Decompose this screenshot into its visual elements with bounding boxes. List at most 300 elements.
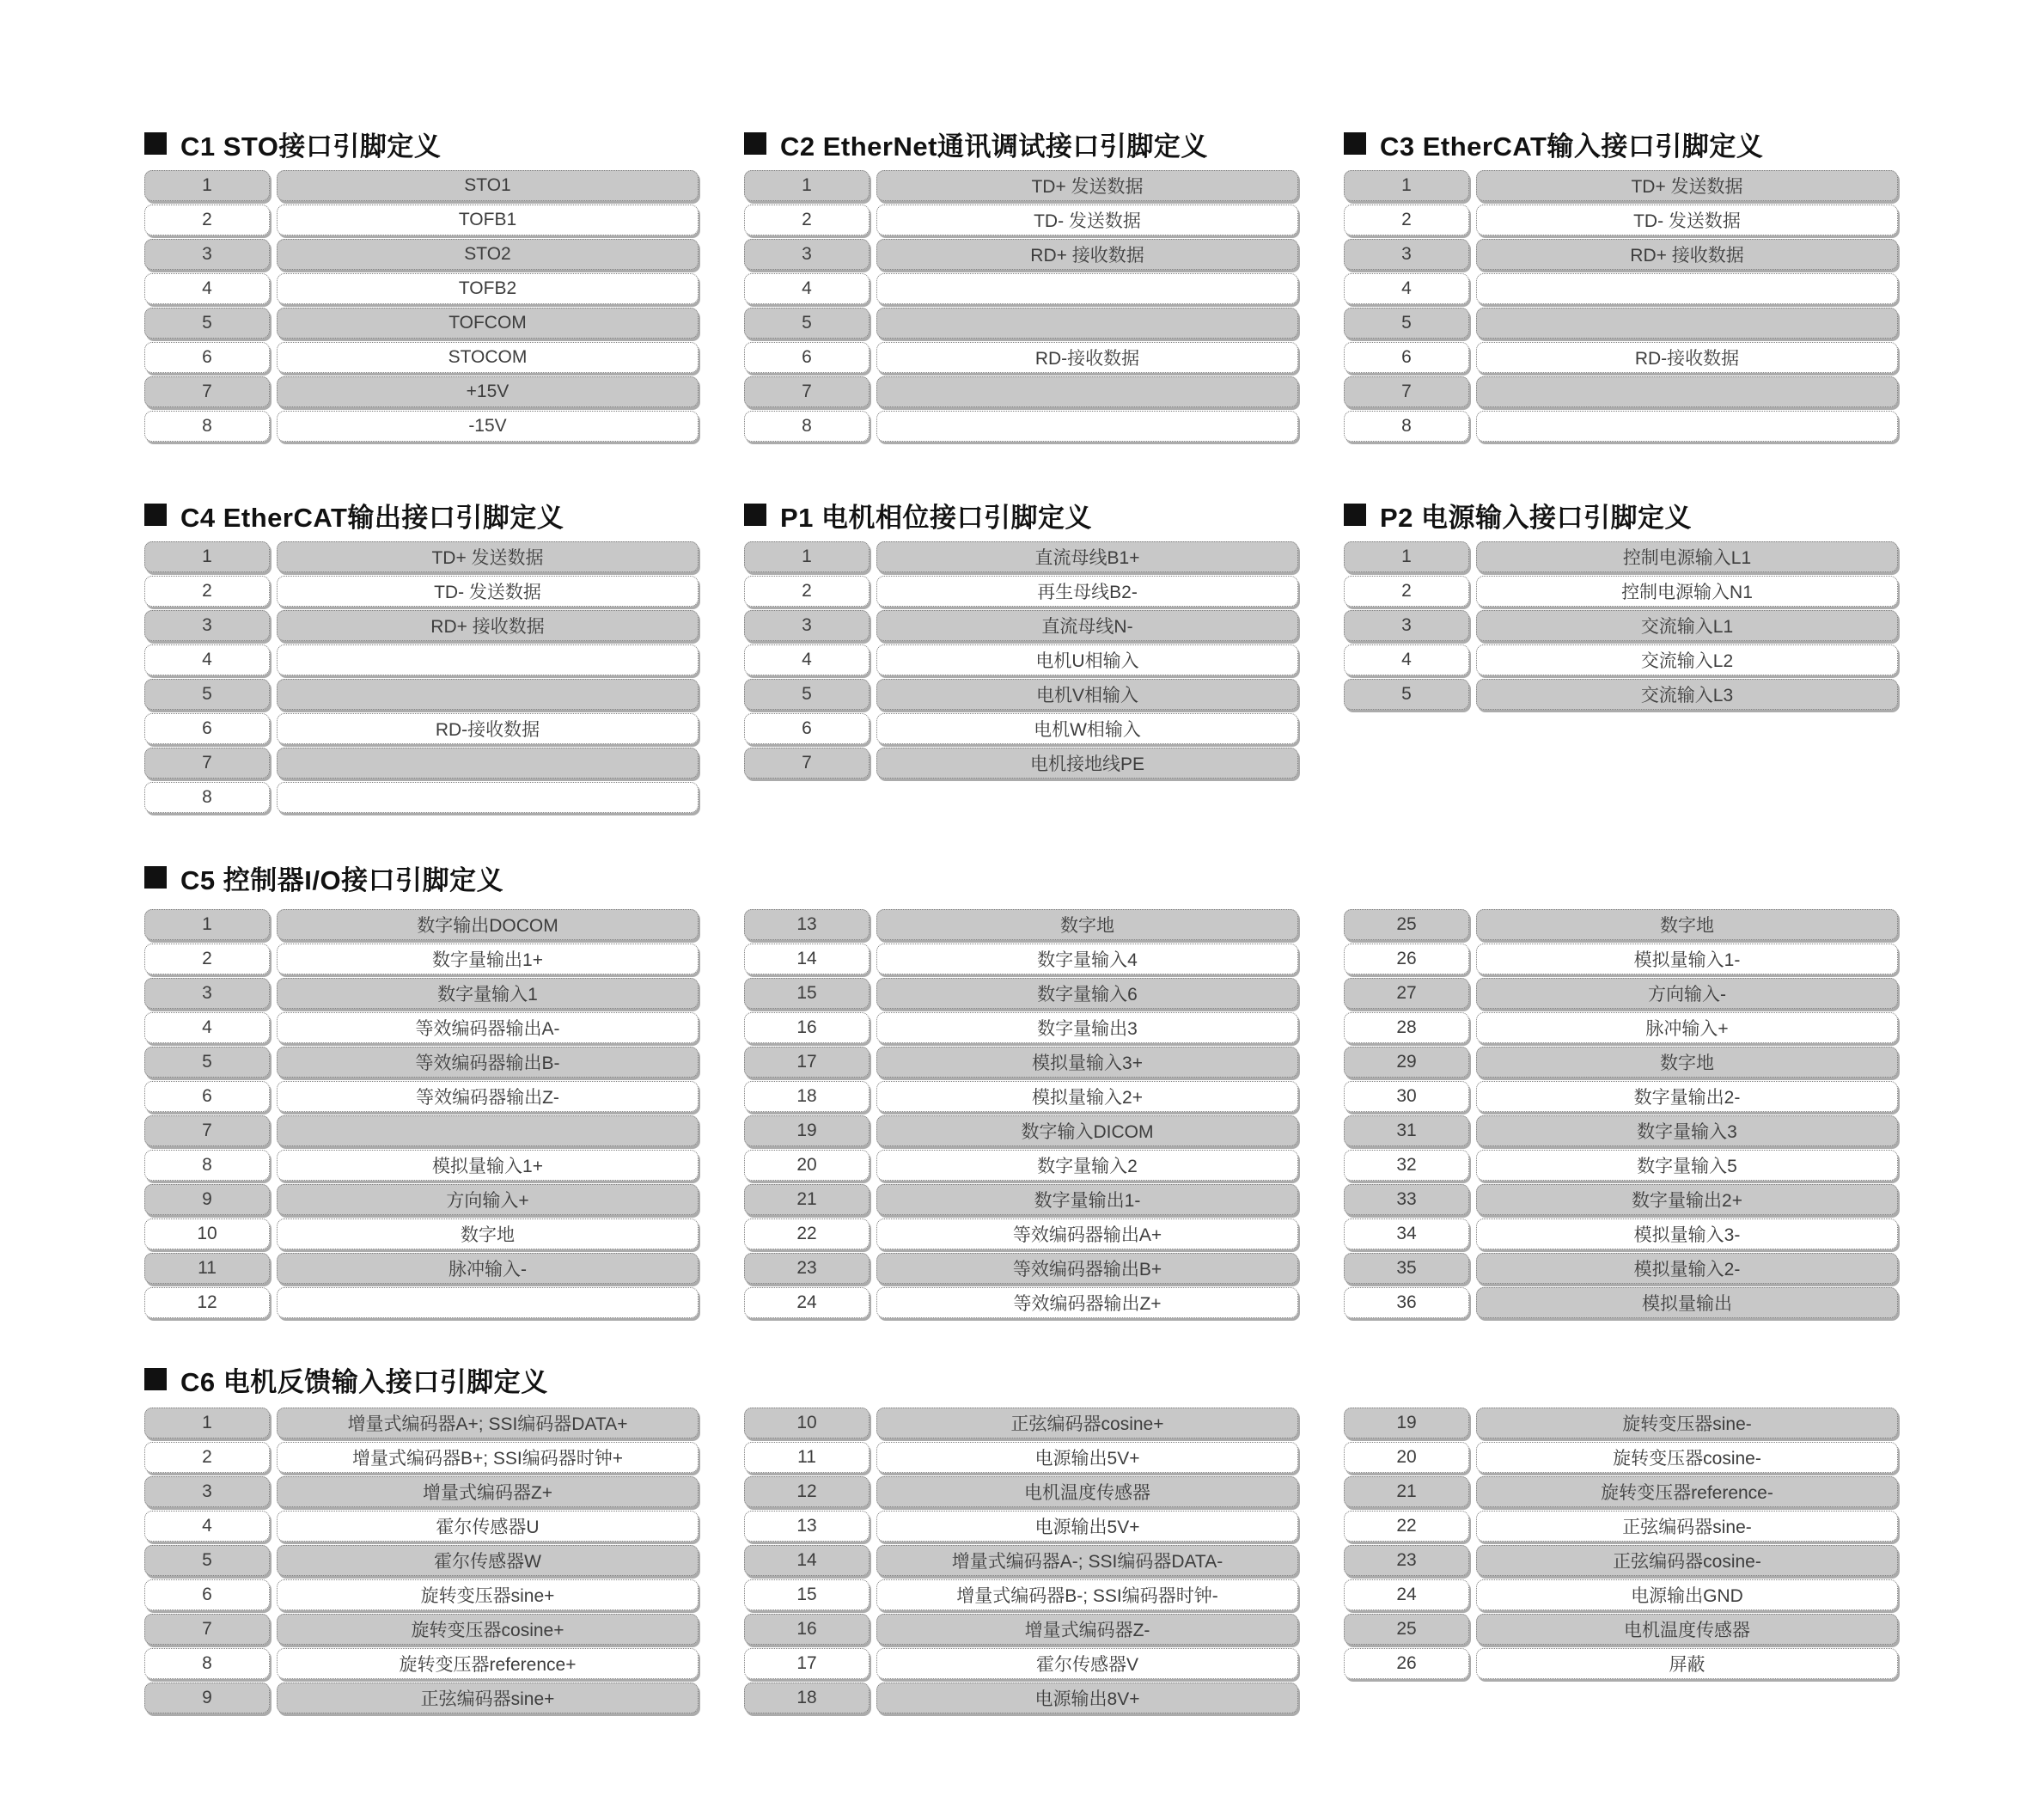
section-bullet-icon bbox=[144, 504, 167, 526]
pin-number-cell: 4 bbox=[744, 644, 870, 675]
pin-number-cell: 25 bbox=[1344, 909, 1469, 940]
pin-number-cell: 8 bbox=[144, 1648, 270, 1679]
pin-row bbox=[144, 644, 699, 675]
pin-number-cell: 20 bbox=[1344, 1442, 1469, 1473]
pin-number-cell: 4 bbox=[144, 1511, 270, 1542]
pin-desc-cell: TOFCOM bbox=[277, 308, 699, 339]
section-title-text: C1 STO接口引脚定义 bbox=[180, 131, 442, 162]
pin-row bbox=[144, 1545, 699, 1576]
pin-desc-cell: 正弦编码器cosine+ bbox=[876, 1408, 1298, 1438]
pin-number-cell: 2 bbox=[144, 944, 270, 974]
pin-row bbox=[744, 610, 1298, 641]
pin-row bbox=[744, 1287, 1298, 1318]
pin-row bbox=[744, 308, 1298, 339]
pin-desc-cell: 电源输出5V+ bbox=[876, 1442, 1298, 1473]
pin-desc-cell: 数字地 bbox=[1476, 909, 1898, 940]
pin-number-cell: 7 bbox=[144, 1614, 270, 1645]
pin-number-cell: 2 bbox=[144, 576, 270, 607]
pin-row bbox=[744, 1115, 1298, 1146]
pin-desc-cell: RD-接收数据 bbox=[277, 713, 699, 744]
pin-desc-cell: TD- 发送数据 bbox=[876, 205, 1298, 235]
pin-number-cell: 5 bbox=[144, 1545, 270, 1576]
pin-number-cell: 7 bbox=[1344, 376, 1469, 407]
pin-desc-cell: 数字输出DOCOM bbox=[277, 909, 699, 940]
pin-number-cell: 1 bbox=[144, 1408, 270, 1438]
section-bullet-icon bbox=[744, 132, 766, 155]
pin-desc-cell: 方向输入- bbox=[1476, 978, 1898, 1009]
pin-row bbox=[744, 1511, 1298, 1542]
pin-desc-cell: 等效编码器输出Z+ bbox=[876, 1287, 1298, 1318]
section-title-c4 bbox=[144, 500, 564, 533]
pin-number-cell: 35 bbox=[1344, 1253, 1469, 1284]
pin-number-cell: 8 bbox=[144, 1150, 270, 1181]
pin-number-cell: 6 bbox=[144, 713, 270, 744]
pin-row bbox=[744, 644, 1298, 675]
section-bullet-icon bbox=[1344, 132, 1366, 155]
pin-desc-cell: 旋转变压器sine+ bbox=[277, 1579, 699, 1610]
pin-row bbox=[744, 342, 1298, 373]
pin-desc-cell bbox=[876, 376, 1298, 407]
pin-desc-cell: 旋转变压器cosine+ bbox=[277, 1614, 699, 1645]
pin-row bbox=[1344, 170, 1898, 201]
pin-number-cell: 14 bbox=[744, 1545, 870, 1576]
pin-desc-cell: 数字地 bbox=[277, 1218, 699, 1249]
pin-table-c6-col2 bbox=[744, 1408, 1298, 1717]
pin-row bbox=[1344, 679, 1898, 710]
pin-number-cell: 6 bbox=[144, 1579, 270, 1610]
pin-number-cell: 26 bbox=[1344, 1648, 1469, 1679]
pin-number-cell: 15 bbox=[744, 978, 870, 1009]
pin-desc-cell: 数字量输入4 bbox=[876, 944, 1298, 974]
pin-row bbox=[144, 909, 699, 940]
pin-desc-cell: 屏蔽 bbox=[1476, 1648, 1898, 1679]
pin-number-cell: 2 bbox=[144, 205, 270, 235]
pin-desc-cell: TD+ 发送数据 bbox=[277, 541, 699, 572]
pin-number-cell: 5 bbox=[744, 308, 870, 339]
pin-number-cell: 1 bbox=[144, 909, 270, 940]
pin-desc-cell: 旋转变压器sine- bbox=[1476, 1408, 1898, 1438]
section-title-text: C3 EtherCAT输入接口引脚定义 bbox=[1380, 131, 1764, 162]
section-title-c5 bbox=[144, 863, 504, 895]
section-bullet-icon bbox=[144, 866, 167, 889]
section-title-text: C4 EtherCAT输出接口引脚定义 bbox=[180, 502, 564, 533]
pin-desc-cell: 正弦编码器cosine- bbox=[1476, 1545, 1898, 1576]
section-title-text: C6 电机反馈输入接口引脚定义 bbox=[180, 1366, 548, 1397]
pin-row bbox=[144, 679, 699, 710]
pin-desc-cell: 模拟量输入3- bbox=[1476, 1218, 1898, 1249]
pin-desc-cell bbox=[277, 679, 699, 710]
pin-row bbox=[144, 610, 699, 641]
pin-row bbox=[144, 376, 699, 407]
pin-table-c5-col3 bbox=[1344, 909, 1898, 1322]
pin-number-cell: 8 bbox=[744, 411, 870, 442]
pin-number-cell: 4 bbox=[144, 273, 270, 304]
pin-row bbox=[744, 944, 1298, 974]
pin-desc-cell: 增量式编码器Z+ bbox=[277, 1476, 699, 1507]
pin-number-cell: 3 bbox=[144, 978, 270, 1009]
pin-desc-cell: 电机温度传感器 bbox=[1476, 1614, 1898, 1645]
pin-row bbox=[744, 1253, 1298, 1284]
pin-desc-cell: 霍尔传感器W bbox=[277, 1545, 699, 1576]
pin-desc-cell: RD+ 接收数据 bbox=[1476, 239, 1898, 270]
pin-row bbox=[1344, 1218, 1898, 1249]
pin-desc-cell: 数字地 bbox=[1476, 1047, 1898, 1078]
pin-table-c2 bbox=[744, 170, 1298, 445]
pin-row bbox=[1344, 411, 1898, 442]
pin-desc-cell: 脉冲输入+ bbox=[1476, 1012, 1898, 1043]
section-title-text: C5 控制器I/O接口引脚定义 bbox=[180, 864, 504, 895]
pin-row bbox=[144, 1511, 699, 1542]
pin-row bbox=[144, 1047, 699, 1078]
pin-number-cell: 19 bbox=[744, 1115, 870, 1146]
section-bullet-icon bbox=[744, 504, 766, 526]
pin-desc-cell: 数字量输出2- bbox=[1476, 1081, 1898, 1112]
pin-row bbox=[1344, 1648, 1898, 1679]
pin-desc-cell: 数字量输入2 bbox=[876, 1150, 1298, 1181]
pin-row bbox=[144, 782, 699, 813]
pin-table-p1 bbox=[744, 541, 1298, 782]
pin-row bbox=[144, 1408, 699, 1438]
pin-number-cell: 6 bbox=[1344, 342, 1469, 373]
pin-number-cell: 1 bbox=[1344, 541, 1469, 572]
pin-row bbox=[1344, 978, 1898, 1009]
pin-row bbox=[744, 1408, 1298, 1438]
pin-number-cell: 3 bbox=[144, 610, 270, 641]
pin-row bbox=[144, 1184, 699, 1215]
pin-number-cell: 11 bbox=[744, 1442, 870, 1473]
pin-number-cell: 5 bbox=[144, 308, 270, 339]
pin-number-cell: 30 bbox=[1344, 1081, 1469, 1112]
pin-desc-cell: RD-接收数据 bbox=[1476, 342, 1898, 373]
pin-desc-cell: 数字量输出3 bbox=[876, 1012, 1298, 1043]
pin-row bbox=[1344, 1545, 1898, 1576]
pin-desc-cell: 电机温度传感器 bbox=[876, 1476, 1298, 1507]
pin-number-cell: 20 bbox=[744, 1150, 870, 1181]
pin-desc-cell: -15V bbox=[277, 411, 699, 442]
pin-number-cell: 8 bbox=[144, 411, 270, 442]
pin-number-cell: 4 bbox=[744, 273, 870, 304]
pin-number-cell: 5 bbox=[144, 679, 270, 710]
pin-desc-cell: 等效编码器输出A- bbox=[277, 1012, 699, 1043]
pin-desc-cell: 等效编码器输出A+ bbox=[876, 1218, 1298, 1249]
pin-desc-cell: 电机V相输入 bbox=[876, 679, 1298, 710]
pin-number-cell: 27 bbox=[1344, 978, 1469, 1009]
pin-row bbox=[144, 205, 699, 235]
pin-row bbox=[744, 576, 1298, 607]
pin-row bbox=[1344, 1150, 1898, 1181]
pin-row bbox=[144, 1081, 699, 1112]
pin-desc-cell: 方向输入+ bbox=[277, 1184, 699, 1215]
pin-number-cell: 29 bbox=[1344, 1047, 1469, 1078]
pin-number-cell: 18 bbox=[744, 1683, 870, 1713]
pin-row bbox=[744, 170, 1298, 201]
pin-row bbox=[1344, 273, 1898, 304]
pin-number-cell: 16 bbox=[744, 1012, 870, 1043]
pin-desc-cell bbox=[277, 748, 699, 779]
pin-number-cell: 12 bbox=[144, 1287, 270, 1318]
pin-row bbox=[1344, 342, 1898, 373]
pin-number-cell: 6 bbox=[744, 713, 870, 744]
pin-number-cell: 21 bbox=[1344, 1476, 1469, 1507]
pin-row bbox=[744, 1184, 1298, 1215]
pin-row bbox=[744, 1683, 1298, 1713]
pin-number-cell: 15 bbox=[744, 1579, 870, 1610]
pin-desc-cell: TOFB1 bbox=[277, 205, 699, 235]
pin-desc-cell: 直流母线B1+ bbox=[876, 541, 1298, 572]
pin-number-cell: 3 bbox=[144, 239, 270, 270]
pin-row bbox=[1344, 644, 1898, 675]
pin-number-cell: 10 bbox=[144, 1218, 270, 1249]
pin-number-cell: 3 bbox=[744, 239, 870, 270]
pin-number-cell: 33 bbox=[1344, 1184, 1469, 1215]
pin-desc-cell bbox=[876, 308, 1298, 339]
pin-table-c6-col3 bbox=[1344, 1408, 1898, 1683]
pin-number-cell: 32 bbox=[1344, 1150, 1469, 1181]
pin-row bbox=[1344, 1579, 1898, 1610]
pin-desc-cell: 脉冲输入- bbox=[277, 1253, 699, 1284]
pin-table-c4 bbox=[144, 541, 699, 816]
pin-number-cell: 24 bbox=[744, 1287, 870, 1318]
pin-desc-cell: 增量式编码器B-; SSI编码器时钟- bbox=[876, 1579, 1298, 1610]
pin-number-cell: 7 bbox=[144, 1115, 270, 1146]
pin-desc-cell: 霍尔传感器V bbox=[876, 1648, 1298, 1679]
pin-number-cell: 4 bbox=[144, 1012, 270, 1043]
pin-desc-cell: 增量式编码器A-; SSI编码器DATA- bbox=[876, 1545, 1298, 1576]
pin-number-cell: 1 bbox=[144, 170, 270, 201]
pin-row bbox=[144, 944, 699, 974]
pin-number-cell: 23 bbox=[1344, 1545, 1469, 1576]
pin-number-cell: 3 bbox=[744, 610, 870, 641]
pin-row bbox=[744, 1579, 1298, 1610]
section-title-c6 bbox=[144, 1365, 548, 1397]
pin-desc-cell: 增量式编码器Z- bbox=[876, 1614, 1298, 1645]
pin-number-cell: 2 bbox=[744, 576, 870, 607]
pin-number-cell: 1 bbox=[744, 541, 870, 572]
pin-desc-cell bbox=[277, 644, 699, 675]
pin-number-cell: 1 bbox=[744, 170, 870, 201]
section-bullet-icon bbox=[144, 1368, 167, 1390]
pin-desc-cell: +15V bbox=[277, 376, 699, 407]
pin-row bbox=[744, 679, 1298, 710]
pin-row bbox=[1344, 541, 1898, 572]
pin-desc-cell: 等效编码器输出Z- bbox=[277, 1081, 699, 1112]
pin-row bbox=[144, 1442, 699, 1473]
pin-desc-cell bbox=[876, 411, 1298, 442]
pin-row bbox=[744, 1545, 1298, 1576]
pin-number-cell: 31 bbox=[1344, 1115, 1469, 1146]
pin-number-cell: 36 bbox=[1344, 1287, 1469, 1318]
pin-number-cell: 23 bbox=[744, 1253, 870, 1284]
pin-row bbox=[744, 1476, 1298, 1507]
section-title-text: C2 EtherNet通讯调试接口引脚定义 bbox=[780, 131, 1208, 162]
pin-desc-cell: 控制电源输入N1 bbox=[1476, 576, 1898, 607]
pin-desc-cell: 数字量输出2+ bbox=[1476, 1184, 1898, 1215]
pin-row bbox=[1344, 1287, 1898, 1318]
pin-number-cell: 1 bbox=[1344, 170, 1469, 201]
pin-row bbox=[744, 273, 1298, 304]
section-bullet-icon bbox=[1344, 504, 1366, 526]
pin-row bbox=[144, 308, 699, 339]
pin-row bbox=[144, 411, 699, 442]
pin-number-cell: 26 bbox=[1344, 944, 1469, 974]
pin-desc-cell: 等效编码器输出B- bbox=[277, 1047, 699, 1078]
pin-number-cell: 2 bbox=[744, 205, 870, 235]
pin-number-cell: 5 bbox=[144, 1047, 270, 1078]
pin-number-cell: 6 bbox=[744, 342, 870, 373]
section-title-text: P2 电源输入接口引脚定义 bbox=[1380, 502, 1693, 533]
pin-row bbox=[144, 978, 699, 1009]
pin-desc-cell: 数字量输入5 bbox=[1476, 1150, 1898, 1181]
pin-number-cell: 21 bbox=[744, 1184, 870, 1215]
pin-row bbox=[144, 1579, 699, 1610]
pin-desc-cell bbox=[1476, 308, 1898, 339]
pin-number-cell: 9 bbox=[144, 1683, 270, 1713]
pin-number-cell: 8 bbox=[144, 782, 270, 813]
pin-row bbox=[144, 1253, 699, 1284]
pin-row bbox=[744, 713, 1298, 744]
pin-desc-cell: TOFB2 bbox=[277, 273, 699, 304]
pin-row bbox=[744, 1150, 1298, 1181]
pin-row bbox=[744, 541, 1298, 572]
pin-table-c5-col1 bbox=[144, 909, 699, 1322]
pin-desc-cell: 旋转变压器cosine- bbox=[1476, 1442, 1898, 1473]
pin-row bbox=[144, 1218, 699, 1249]
pin-number-cell: 22 bbox=[744, 1218, 870, 1249]
pin-number-cell: 18 bbox=[744, 1081, 870, 1112]
pin-number-cell: 3 bbox=[1344, 610, 1469, 641]
section-title-c1 bbox=[144, 129, 442, 162]
section-title-c2 bbox=[744, 129, 1208, 162]
pin-row bbox=[144, 273, 699, 304]
pin-row bbox=[744, 1218, 1298, 1249]
pin-desc-cell: 模拟量输出 bbox=[1476, 1287, 1898, 1318]
pin-number-cell: 6 bbox=[144, 1081, 270, 1112]
pin-row bbox=[1344, 239, 1898, 270]
pin-desc-cell bbox=[1476, 376, 1898, 407]
pin-table-c3 bbox=[1344, 170, 1898, 445]
pin-number-cell: 9 bbox=[144, 1184, 270, 1215]
pin-row bbox=[1344, 1184, 1898, 1215]
pin-row bbox=[144, 1150, 699, 1181]
pin-row bbox=[144, 1012, 699, 1043]
pin-desc-cell bbox=[277, 782, 699, 813]
pin-desc-cell: 交流输入L1 bbox=[1476, 610, 1898, 641]
pin-row bbox=[1344, 1511, 1898, 1542]
pin-number-cell: 28 bbox=[1344, 1012, 1469, 1043]
pin-desc-cell: 模拟量输入2- bbox=[1476, 1253, 1898, 1284]
pin-row bbox=[144, 170, 699, 201]
pin-row bbox=[1344, 1614, 1898, 1645]
pin-row bbox=[144, 1648, 699, 1679]
pin-desc-cell: 模拟量输入2+ bbox=[876, 1081, 1298, 1112]
pin-desc-cell: RD+ 接收数据 bbox=[876, 239, 1298, 270]
pin-number-cell: 17 bbox=[744, 1648, 870, 1679]
pin-desc-cell: TD- 发送数据 bbox=[277, 576, 699, 607]
pin-number-cell: 7 bbox=[144, 376, 270, 407]
pin-number-cell: 7 bbox=[744, 748, 870, 779]
pin-row bbox=[1344, 610, 1898, 641]
pin-desc-cell: TD+ 发送数据 bbox=[876, 170, 1298, 201]
pin-desc-cell: 数字量输入3 bbox=[1476, 1115, 1898, 1146]
pin-desc-cell: 直流母线N- bbox=[876, 610, 1298, 641]
pin-row bbox=[1344, 1081, 1898, 1112]
pin-row bbox=[744, 1081, 1298, 1112]
pin-number-cell: 24 bbox=[1344, 1579, 1469, 1610]
pin-desc-cell bbox=[1476, 273, 1898, 304]
pin-desc-cell: 电源输出5V+ bbox=[876, 1511, 1298, 1542]
pin-row bbox=[144, 342, 699, 373]
pin-row bbox=[744, 239, 1298, 270]
pin-row bbox=[744, 978, 1298, 1009]
pin-desc-cell: 电源输出GND bbox=[1476, 1579, 1898, 1610]
section-title-text: P1 电机相位接口引脚定义 bbox=[780, 502, 1093, 533]
pin-desc-cell: 电机W相输入 bbox=[876, 713, 1298, 744]
pin-table-c5-col2 bbox=[744, 909, 1298, 1322]
pin-number-cell: 14 bbox=[744, 944, 870, 974]
pin-row bbox=[744, 376, 1298, 407]
pin-desc-cell bbox=[277, 1287, 699, 1318]
pin-row bbox=[1344, 308, 1898, 339]
pin-number-cell: 5 bbox=[1344, 308, 1469, 339]
pin-desc-cell: 电机U相输入 bbox=[876, 644, 1298, 675]
pin-row bbox=[144, 1683, 699, 1713]
pin-number-cell: 4 bbox=[1344, 644, 1469, 675]
pin-row bbox=[744, 1442, 1298, 1473]
pin-number-cell: 3 bbox=[144, 1476, 270, 1507]
pin-number-cell: 2 bbox=[144, 1442, 270, 1473]
pin-row bbox=[1344, 376, 1898, 407]
pin-number-cell: 17 bbox=[744, 1047, 870, 1078]
pin-number-cell: 25 bbox=[1344, 1614, 1469, 1645]
pin-number-cell: 11 bbox=[144, 1253, 270, 1284]
pin-row bbox=[144, 1287, 699, 1318]
pin-row bbox=[1344, 576, 1898, 607]
pin-row bbox=[744, 909, 1298, 940]
pin-number-cell: 3 bbox=[1344, 239, 1469, 270]
pin-number-cell: 4 bbox=[1344, 273, 1469, 304]
pin-row bbox=[1344, 1115, 1898, 1146]
pin-table-c6-col1 bbox=[144, 1408, 699, 1717]
pin-row bbox=[1344, 1047, 1898, 1078]
pin-desc-cell: 数字量输出1- bbox=[876, 1184, 1298, 1215]
pin-row bbox=[744, 411, 1298, 442]
pin-number-cell: 5 bbox=[1344, 679, 1469, 710]
pin-desc-cell: 数字输入DICOM bbox=[876, 1115, 1298, 1146]
pin-desc-cell: 电机接地线PE bbox=[876, 748, 1298, 779]
pin-desc-cell: 数字量输入6 bbox=[876, 978, 1298, 1009]
pin-number-cell: 10 bbox=[744, 1408, 870, 1438]
pin-number-cell: 16 bbox=[744, 1614, 870, 1645]
pin-desc-cell: 数字地 bbox=[876, 909, 1298, 940]
pin-table-p2 bbox=[1344, 541, 1898, 713]
pin-row bbox=[1344, 1012, 1898, 1043]
pin-desc-cell: TD+ 发送数据 bbox=[1476, 170, 1898, 201]
section-bullet-icon bbox=[144, 132, 167, 155]
pin-desc-cell: 模拟量输入1+ bbox=[277, 1150, 699, 1181]
pin-row bbox=[144, 239, 699, 270]
pin-row bbox=[1344, 1476, 1898, 1507]
pin-row bbox=[1344, 944, 1898, 974]
pin-number-cell: 13 bbox=[744, 909, 870, 940]
pin-number-cell: 2 bbox=[1344, 576, 1469, 607]
pin-desc-cell: 电源输出8V+ bbox=[876, 1683, 1298, 1713]
pin-desc-cell: 模拟量输入3+ bbox=[876, 1047, 1298, 1078]
pin-row bbox=[144, 541, 699, 572]
pin-desc-cell: 旋转变压器reference+ bbox=[277, 1648, 699, 1679]
pin-number-cell: 12 bbox=[744, 1476, 870, 1507]
pin-desc-cell: 正弦编码器sine+ bbox=[277, 1683, 699, 1713]
pin-desc-cell: STOCOM bbox=[277, 342, 699, 373]
